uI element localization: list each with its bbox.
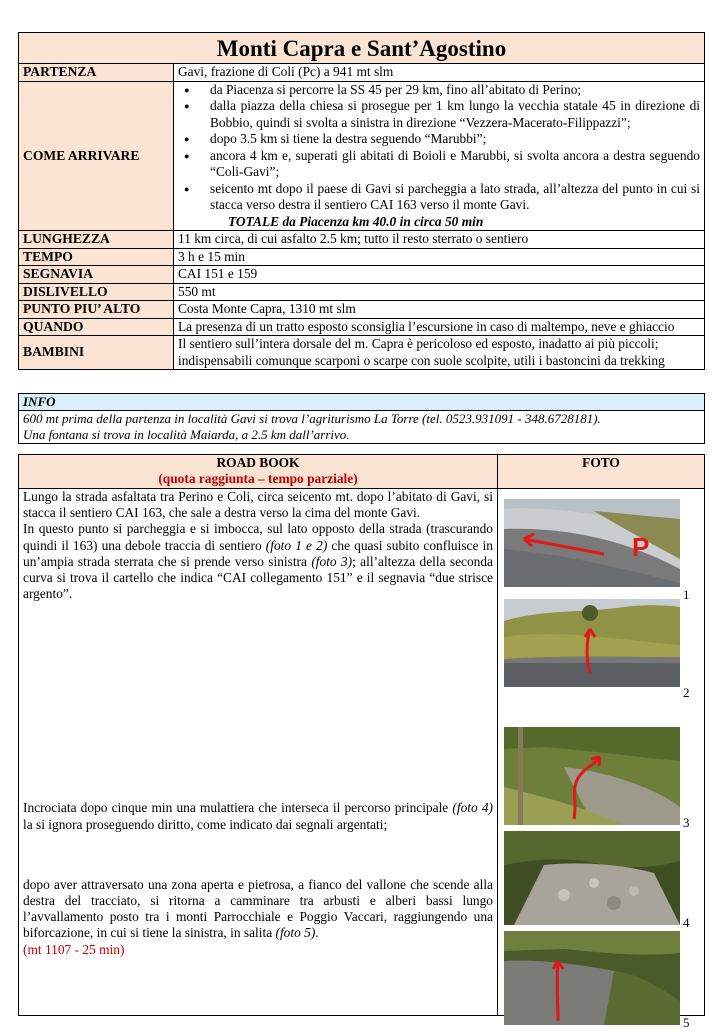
trail-photo-3 <box>504 727 680 825</box>
label-punto-alto: PUNTO PIU’ ALTO <box>19 301 174 319</box>
route-arrow <box>557 961 558 1021</box>
info-line: Una fontana si trova in località Maiarda, a 2.5 km dall’arrivo. <box>23 427 350 442</box>
photo-number: 2 <box>683 685 690 700</box>
road-book-paragraph: Incrociata dopo cinque min una mulattiera che interseca il percorso principale (foto 4) la si ignora proseguendo diritto, come indicato dai segnali argentati; <box>23 800 493 832</box>
road-book-table <box>18 454 705 1030</box>
road-book-heading: ROAD BOOK <box>216 455 300 470</box>
trail-photo-2 <box>504 599 680 687</box>
label-lunghezza: LUNGHEZZA <box>19 231 174 249</box>
directions-total: TOTALE da Piacenza km 40.0 in circa 50 min <box>228 213 484 229</box>
direction-item: ● da Piacenza si percorre la SS 45 per 29 km, fino all’abitato di Perino; <box>202 82 700 99</box>
road-book-header <box>19 455 498 489</box>
value-punto-alto: Costa Monte Capra, 1310 mt slm <box>174 301 705 319</box>
label-dislivello: DISLIVELLO <box>19 283 174 301</box>
road-book-subheading: (quota raggiunta – tempo parziale) <box>158 471 358 487</box>
info-text <box>19 411 705 444</box>
photo-number: 4 <box>683 915 690 930</box>
label-tempo: TEMPO <box>19 248 174 266</box>
label-come-arrivare: COME ARRIVARE <box>19 81 174 231</box>
page-title: Monti Capra e Sant’Agostino <box>19 33 705 64</box>
value-partenza: Gavi, frazione di Coli (Pc) a 941 mt slm <box>174 64 705 82</box>
trail-photo-1 <box>504 499 680 587</box>
road-book-text <box>19 489 498 1016</box>
foto-heading: FOTO <box>498 455 705 489</box>
value-tempo: 3 h e 15 min <box>174 248 705 266</box>
value-dislivello: 550 mt <box>174 283 705 301</box>
value-segnavia: CAI 151 e 159 <box>174 266 705 284</box>
info-box <box>18 393 705 444</box>
road-book-paragraph: Lungo la strada asfaltata tra Perino e Coli, circa seicento mt. dopo l’abitato di Gavi, si stacca il sentiero CAI 163, che sale a destra verso la cima del monte Gavi. <box>23 489 493 521</box>
photo-number: 3 <box>683 815 690 830</box>
value-lunghezza: 11 km circa, di cui asfalto 2.5 km; tutto il resto sterrato o sentiero <box>174 231 705 249</box>
label-quando: QUANDO <box>19 318 174 336</box>
parking-marker: P <box>632 532 650 562</box>
trail-photo-5 <box>504 931 680 1025</box>
value-quando: La presenza di un tratto esposto sconsiglia l’escursione in caso di maltempo, neve e ghiaccio <box>174 318 705 336</box>
info-heading: INFO <box>19 394 705 411</box>
trail-photo-4 <box>504 831 680 925</box>
road-book-paragraph: dopo aver attraversato una zona aperta e pietrosa, a fianco del vallone che scende alla destra del tracciato, si ritorna a camminare tra arbusti e alberi bassi lungo l’avvallamento posto tra i monti Parrocchiale e Poggio Vaccari, raggiungendo una biforcazione, in cui si tiene la sinistra, in salita (foto 5). <box>23 876 493 941</box>
info-line: 600 mt prima della partenza in località Gavi si trova l’agriturismo La Torre (tel. 0523.931091 - 348.6728181). <box>23 411 601 426</box>
photo-column <box>498 489 705 1030</box>
road-book-paragraph: In questo punto si parcheggia e si imbocca, sul lato opposto della strada (trascurando quindi il 163) una debole traccia di sentiero (foto 1 e 2) che quasi subito confluisce in un’ampia strada sterrata che si prende verso sinistra (foto 3); all’altezza della seconda curva si trova il cartello che indica “CAI collegamento 151” e il segnavia “due strisce argento”. <box>23 521 494 602</box>
value-bambini: Il sentiero sull’intera dorsale del m. Capra è pericoloso ed esposto, inadatto ai più piccoli; indispensabili comunque scarponi o scarpe con suole scolpite, utili i bastoncini da trekking <box>174 336 705 370</box>
label-partenza: PARTENZA <box>19 64 174 82</box>
photo-number: 5 <box>683 1015 690 1030</box>
value-come-arrivare <box>174 81 705 231</box>
direction-item: ● dalla piazza della chiesa si prosegue per 1 km lungo la vecchia statale 45 in direzione di Bobbio, quindi si svolta a sinistra in direzione “Vezzera-Macerato-Filippazzi”; <box>202 98 700 131</box>
direction-item: ● dopo 3.5 km si tiene la destra seguendo “Marubbi”; <box>202 131 700 148</box>
road-book-waypoint: (mt 1107 - 25 min) <box>23 941 125 957</box>
label-segnavia: SEGNAVIA <box>19 266 174 284</box>
directions-list <box>178 82 700 214</box>
direction-item: ● ancora 4 km e, superati gli abitati di Boioli e Marubbi, si svolta ancora a destra seguendo “Coli-Gavi”; <box>202 148 700 181</box>
direction-item: ● seicento mt dopo il paese di Gavi si parcheggia a lato strada, all’altezza del punto in cui si stacca verso destra il sentiero CAI 163 verso il monte Gavi. <box>202 181 700 214</box>
route-info-table <box>18 32 705 370</box>
label-bambini: BAMBINI <box>19 336 174 370</box>
photo-number: 1 <box>683 587 690 602</box>
